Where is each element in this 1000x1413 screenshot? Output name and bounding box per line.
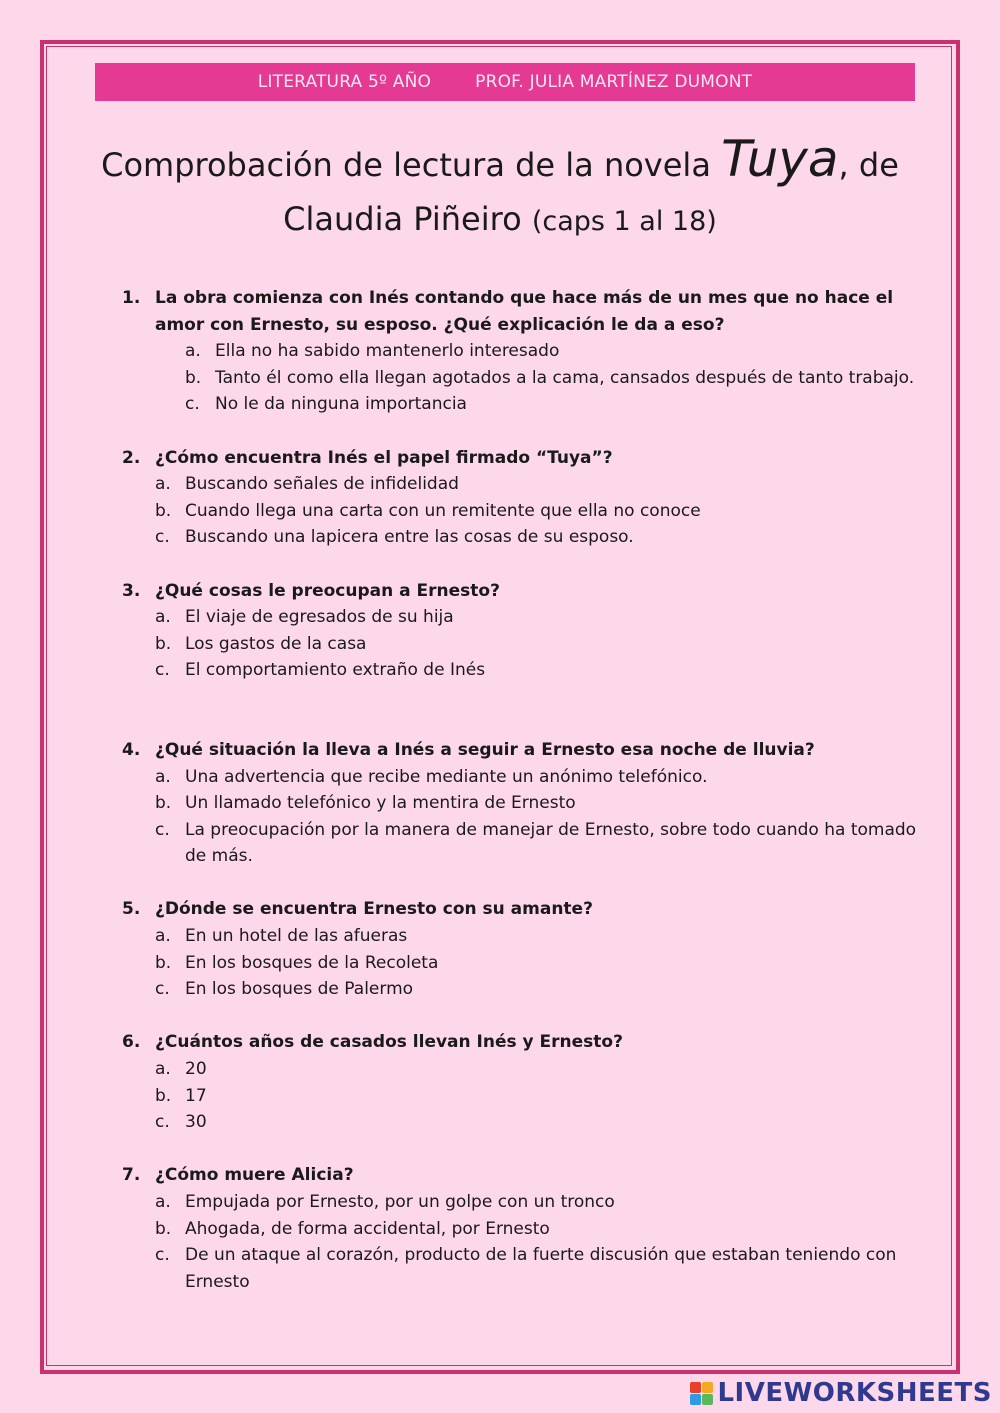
option-b[interactable] xyxy=(122,365,922,392)
option-list xyxy=(122,604,922,684)
question-text-row xyxy=(122,737,922,764)
option-b[interactable] xyxy=(122,950,922,977)
logo-mark-icon xyxy=(690,1382,713,1405)
question-text-row xyxy=(122,1162,922,1189)
option-text: El comportamiento extraño de Inés xyxy=(185,660,486,681)
question-2 xyxy=(122,445,922,551)
title-novel: Tuya xyxy=(721,130,839,188)
question-1 xyxy=(122,285,922,418)
title-suffix: , de xyxy=(838,146,899,184)
option-letter: b. xyxy=(155,952,172,973)
question-text-row xyxy=(122,1029,922,1056)
question-text: La obra comienza con Inés contando que hace más de un mes que no hace el amor con Ernesto, su esposo. ¿Qué explicación le da a eso? xyxy=(155,288,894,335)
option-text: Buscando señales de infidelidad xyxy=(185,474,459,495)
option-text: De un ataque al corazón, producto de la fuerte discusión que estaban teniendo con Ernesto xyxy=(185,1245,897,1292)
option-b[interactable] xyxy=(122,631,922,658)
question-text: ¿Qué situación la lleva a Inés a seguir a Ernesto esa noche de lluvia? xyxy=(155,739,815,760)
option-letter: a. xyxy=(155,1059,171,1080)
option-text: Ella no ha sabido mantenerlo interesado xyxy=(215,341,560,362)
header-subject: LITERATURA 5º AÑO xyxy=(257,72,432,92)
option-a[interactable] xyxy=(122,1189,922,1216)
option-text: Empujada por Ernesto, por un golpe con un tronco xyxy=(185,1192,615,1212)
option-text: En los bosques de Palermo xyxy=(185,979,414,1000)
question-number: 7. xyxy=(122,1165,141,1186)
option-letter: c. xyxy=(155,1112,170,1133)
option-letter: b. xyxy=(155,500,172,521)
option-text: No le da ninguna importancia xyxy=(215,394,467,415)
option-text: Los gastos de la casa xyxy=(185,633,367,654)
option-text: Un llamado telefónico y la mentira de Ernesto xyxy=(185,793,576,814)
header-band xyxy=(95,63,915,101)
option-c[interactable] xyxy=(122,1109,922,1136)
option-text: 17 xyxy=(185,1085,207,1106)
option-a[interactable] xyxy=(122,338,922,365)
option-letter: a. xyxy=(155,474,171,495)
question-text: ¿Cómo encuentra Inés el papel firmado “Tuya”? xyxy=(155,447,613,468)
question-text-row xyxy=(122,578,922,605)
option-letter: b. xyxy=(155,1218,172,1239)
question-6 xyxy=(122,1029,922,1135)
option-letter: a. xyxy=(185,341,201,362)
option-letter: c. xyxy=(155,1245,170,1266)
option-list xyxy=(122,471,922,551)
option-text: La preocupación por la manera de manejar de Ernesto, sobre todo cuando ha tomado de más. xyxy=(185,819,917,867)
question-number: 3. xyxy=(122,580,141,601)
logo-text: LIVEWORKSHEETS xyxy=(717,1378,992,1408)
option-list xyxy=(122,338,922,418)
option-text: Buscando una lapicera entre las cosas de su esposo. xyxy=(185,527,634,548)
question-text: ¿Dónde se encuentra Ernesto con su amante? xyxy=(155,899,593,920)
option-c[interactable] xyxy=(122,524,922,551)
option-a[interactable] xyxy=(122,471,922,498)
option-letter: a. xyxy=(155,1192,171,1212)
option-text: Una advertencia que recibe mediante un anónimo telefónico. xyxy=(185,766,708,787)
option-letter: b. xyxy=(185,367,202,388)
option-text: Tanto él como ella llegan agotados a la cama, cansados después de tanto trabajo. xyxy=(215,367,915,388)
question-text: ¿Qué cosas le preocupan a Ernesto? xyxy=(155,580,500,601)
option-letter: b. xyxy=(155,1085,172,1106)
option-text: En un hotel de las afueras xyxy=(185,926,408,947)
option-letter: c. xyxy=(185,394,200,415)
question-4 xyxy=(122,737,922,870)
option-b[interactable] xyxy=(122,1216,922,1243)
question-number: 6. xyxy=(122,1032,141,1053)
question-7 xyxy=(122,1162,922,1295)
question-text: ¿Cómo muere Alicia? xyxy=(155,1165,354,1186)
option-letter: c. xyxy=(155,979,170,1000)
option-letter: c. xyxy=(155,660,170,681)
question-list xyxy=(122,285,922,1322)
option-b[interactable] xyxy=(122,790,922,817)
option-text: 20 xyxy=(185,1059,207,1080)
option-a[interactable] xyxy=(122,923,922,950)
option-c[interactable] xyxy=(122,976,922,1003)
title-prefix: Comprobación de lectura de la novela xyxy=(101,146,722,184)
option-text: Ahogada, de forma accidental, por Ernesto xyxy=(185,1218,550,1239)
question-number: 4. xyxy=(122,739,141,760)
question-text-row xyxy=(122,445,922,472)
liveworksheets-logo xyxy=(690,1378,992,1408)
question-number: 2. xyxy=(122,447,141,468)
option-text: En los bosques de la Recoleta xyxy=(185,952,439,973)
question-number: 5. xyxy=(122,899,141,920)
header-teacher: PROF. JULIA MARTÍNEZ DUMONT xyxy=(475,72,753,92)
title-chapters: (caps 1 al 18) xyxy=(531,206,717,237)
option-a[interactable] xyxy=(122,1056,922,1083)
option-letter: b. xyxy=(155,793,172,814)
option-list xyxy=(122,923,922,1003)
option-text: 30 xyxy=(185,1112,207,1133)
option-c[interactable] xyxy=(122,1242,922,1295)
option-c[interactable] xyxy=(122,391,922,418)
option-letter: a. xyxy=(155,926,171,947)
option-letter: c. xyxy=(155,527,170,548)
option-a[interactable] xyxy=(122,764,922,791)
option-letter: b. xyxy=(155,633,172,654)
option-text: El viaje de egresados de su hija xyxy=(185,607,454,628)
question-text-row xyxy=(122,896,922,923)
option-text: Cuando llega una carta con un remitente que ella no conoce xyxy=(185,500,701,521)
question-text-row xyxy=(122,285,922,338)
option-list xyxy=(122,1056,922,1136)
question-5 xyxy=(122,896,922,1002)
option-b[interactable] xyxy=(122,1083,922,1110)
option-a[interactable] xyxy=(122,604,922,631)
question-3 xyxy=(122,578,922,684)
title-author: Claudia Piñeiro xyxy=(283,200,522,238)
option-c[interactable] xyxy=(122,817,922,870)
option-letter: a. xyxy=(155,766,171,787)
question-text: ¿Cuántos años de casados llevan Inés y Ernesto? xyxy=(155,1032,623,1053)
option-letter: c. xyxy=(155,819,170,840)
option-list xyxy=(122,764,922,870)
option-list xyxy=(122,1189,922,1295)
option-b[interactable] xyxy=(122,498,922,525)
question-number: 1. xyxy=(122,288,141,308)
option-letter: a. xyxy=(155,607,171,628)
page-title xyxy=(60,132,940,249)
option-c[interactable] xyxy=(122,657,922,684)
